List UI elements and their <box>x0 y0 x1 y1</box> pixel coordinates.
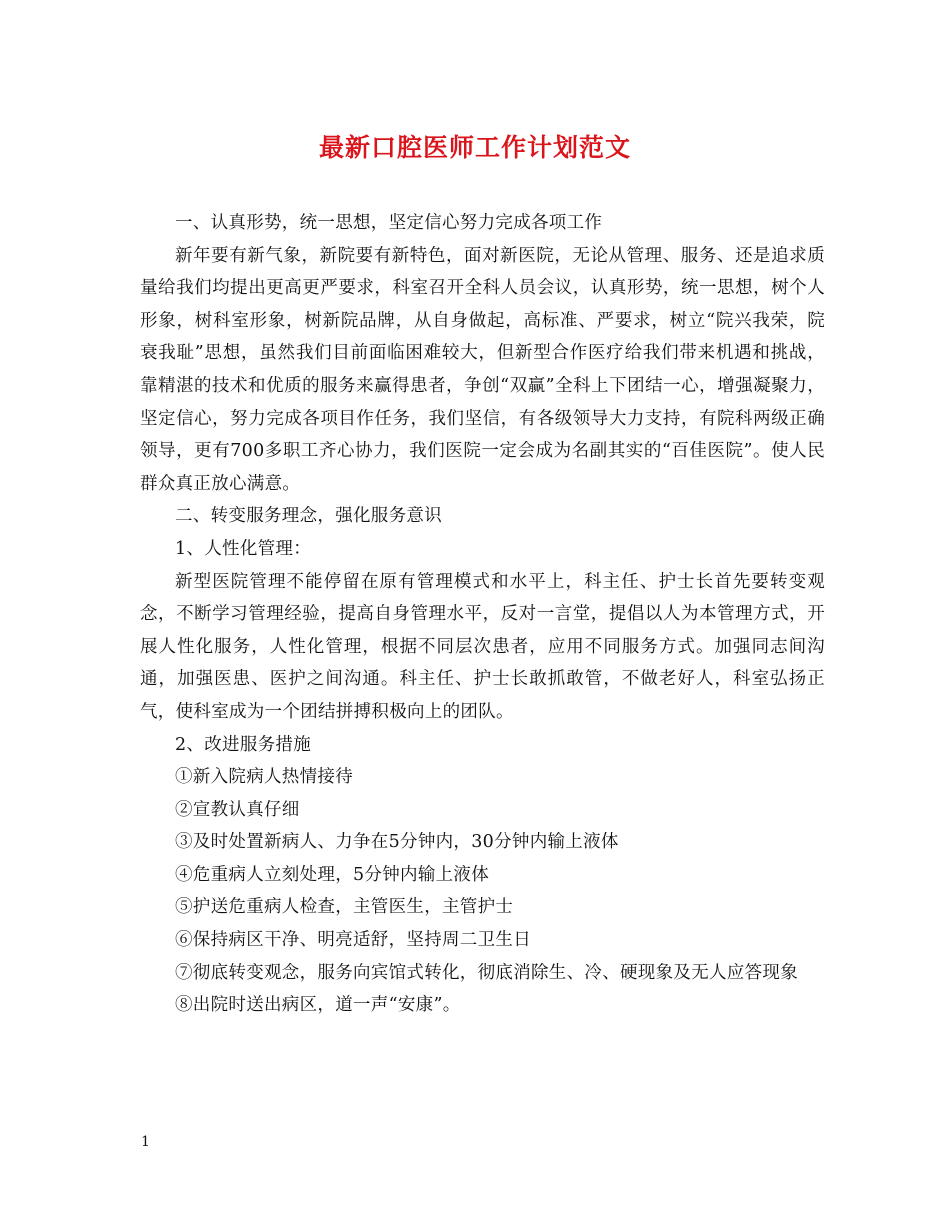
list-item: ②宣教认真仔细 <box>175 799 300 820</box>
list-item: ⑦彻底转变观念，服务向宾馆式转化，彻底消除生、冷、硬现象及无人应答现象 <box>175 962 798 983</box>
subheading: 2、改进服务措施 <box>175 734 312 755</box>
list-item: ⑧出院时送出病区，道一声“安康”。 <box>175 995 461 1016</box>
list-item: ①新入院病人热情接待 <box>175 767 353 788</box>
document-body <box>140 207 825 1022</box>
list-item: ⑥保持病区干净、明亮适舒，坚持周二卫生日 <box>175 930 531 951</box>
subheading: 1、人性化管理： <box>175 538 312 559</box>
paragraph: 新年要有新气象，新院要有新特色，面对新医院，无论从管理、服务、还是追求质量给我们均提出更高更严要求，科室召开全科人员会议，认真形势，统一思想，树个人形象，树科室形象，树新院品牌，从自身做起，高标准、严要求，树立“院兴我荣，院衰我耻”思想，虽然我们目前面临困难较大，但新型合作医疗给我们带来机遇和挑战，靠精湛的技术和优质的服务来赢得患者，争创“双赢”全科上下团结一心，增强凝聚力，坚定信心，努力完成各项目作任务，我们坚信，有各级领导大力支持，有院科两级正确领导，更有700多职工齐心协力，我们医院一定会成为名副其实的“百佳医院”。使人民群众真正放心满意。 <box>140 245 825 494</box>
list-item: ④危重病人立刻处理，5分钟内输上液体 <box>175 864 490 885</box>
section-heading-2: 二、转变服务理念，强化服务意识 <box>175 506 442 527</box>
paragraph: 新型医院管理不能停留在原有管理模式和水平上，科主任、护士长首先要转变观念，不断学习管理经验，提高自身管理水平，反对一言堂，提倡以人为本管理方式，开展人性化服务，人性化管理，根据不同层次患者，应用不同服务方式。加强同志间沟通，加强医患、医护之间沟通。科主任、护士长敢抓敢管，不做老好人，科室弘扬正气，使科室成为一个团结拼搏积极向上的团队。 <box>140 571 825 722</box>
page-number: 1 <box>141 1134 150 1150</box>
list-item: ③及时处置新病人、力争在5分钟内，30分钟内输上液体 <box>175 832 619 853</box>
list-item: ⑤护送危重病人检查，主管医生，主管护士 <box>175 897 514 918</box>
section-heading-1: 一、认真形势，统一思想，坚定信心努力完成各项工作 <box>175 213 603 233</box>
document-title: 最新口腔医师工作计划范文 <box>318 133 631 162</box>
